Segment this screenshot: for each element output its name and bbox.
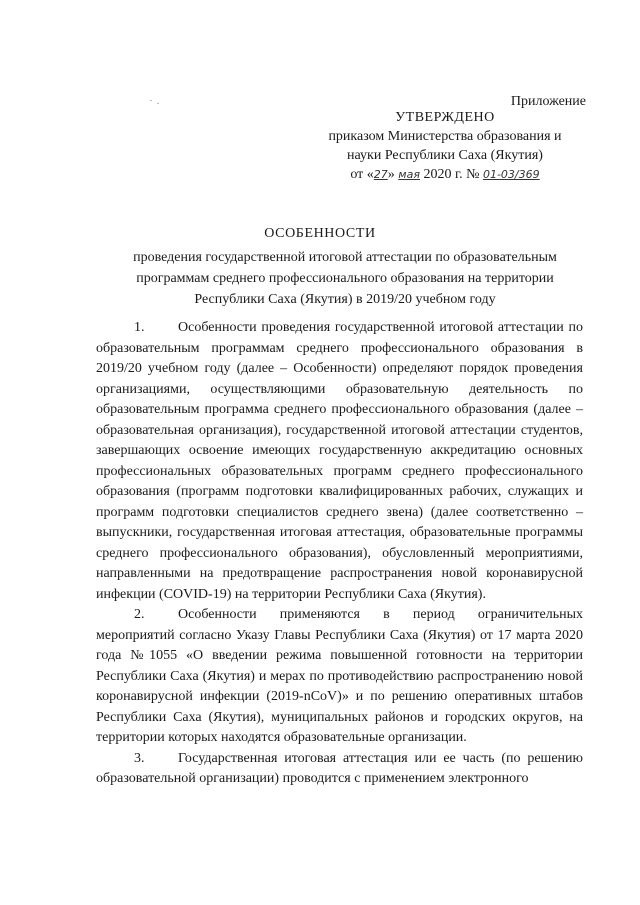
document-title: ОСОБЕННОСТИ xyxy=(264,226,376,241)
paragraph-1 xyxy=(96,318,583,605)
appendix-label: Приложение xyxy=(510,94,586,109)
scan-speck xyxy=(150,100,152,101)
subtitle-line: проведения государственной итоговой аттестации по образовательным xyxy=(133,250,557,265)
subtitle-line: программам среднего профессионального образования на территории xyxy=(136,271,554,286)
paragraph-text: Особенности проведения государственной итоговой аттестации по образовательным программам среднего профессионального образования в 2019/20 учебном году (далее – Особенности) определяют порядок проведения организациями, осуществляющими образовательную деятельность по образовательным программа среднего профессионального образования (далее – образовательная организация), государственной итоговой аттестации студентов, завершающих освоение имеющих государственную аккредитацию основных профессиональных образовательных программ среднего профессионального образования (программ подготовки квалифицированных рабочих, служащих и программ подготовки специалистов среднего звена) (далее соответственно – выпускники, государственная итоговая аттестация, образовательные программы среднего профессионального образования), обусловленный мероприятиями, направленными на предотвращение распространения новой коронавирусной инфекции (COVID-19) на территории Республики Саха (Якутия). xyxy=(96,320,583,602)
date-day: 27 xyxy=(373,168,388,181)
approval-title: УТВЕРЖДЕНО xyxy=(395,110,495,125)
approval-date-line xyxy=(300,165,590,184)
date-prefix: от « xyxy=(350,167,374,182)
paragraph-number: 3. xyxy=(134,750,145,766)
date-month: мая xyxy=(398,168,420,181)
paragraph-2 xyxy=(96,605,583,749)
scan-speck xyxy=(157,103,159,104)
document-subtitle xyxy=(80,247,610,310)
approval-line-1: приказом Министерства образования и xyxy=(328,129,562,144)
paragraph-number: 2. xyxy=(134,607,145,622)
paragraph-3 xyxy=(96,749,583,790)
document-body xyxy=(96,318,583,790)
subtitle-line: Республики Саха (Якутия) в 2019/20 учебном году xyxy=(194,292,496,307)
approval-line-2: науки Республики Саха (Якутия) xyxy=(347,148,543,163)
order-number: 01-03/369 xyxy=(482,168,540,181)
paragraph-text: Особенности применяются в период ограничительных мероприятий согласно Указу Главы Республики Саха (Якутия) от 17 марта 2020 года №1055 «О введении режима повышенной готовности на территории Республики Саха (Якутия) и мерах по противодействию распространению новой коронавирусной инфекции (2019-nCoV)» и по решению оперативных штабов Республики Саха (Якутия), муниципальных районов и городских округов, на территории которых находятся образовательные организации. xyxy=(96,607,583,745)
date-year: 2020 г. № xyxy=(423,167,480,182)
paragraph-number: 1. xyxy=(134,320,145,335)
paragraph-text: Государственная итоговая аттестация или ее часть (по решению образовательной организации) проводится с применением электронного xyxy=(96,750,583,786)
approval-stamp xyxy=(300,108,590,184)
date-mid: » xyxy=(387,167,395,182)
